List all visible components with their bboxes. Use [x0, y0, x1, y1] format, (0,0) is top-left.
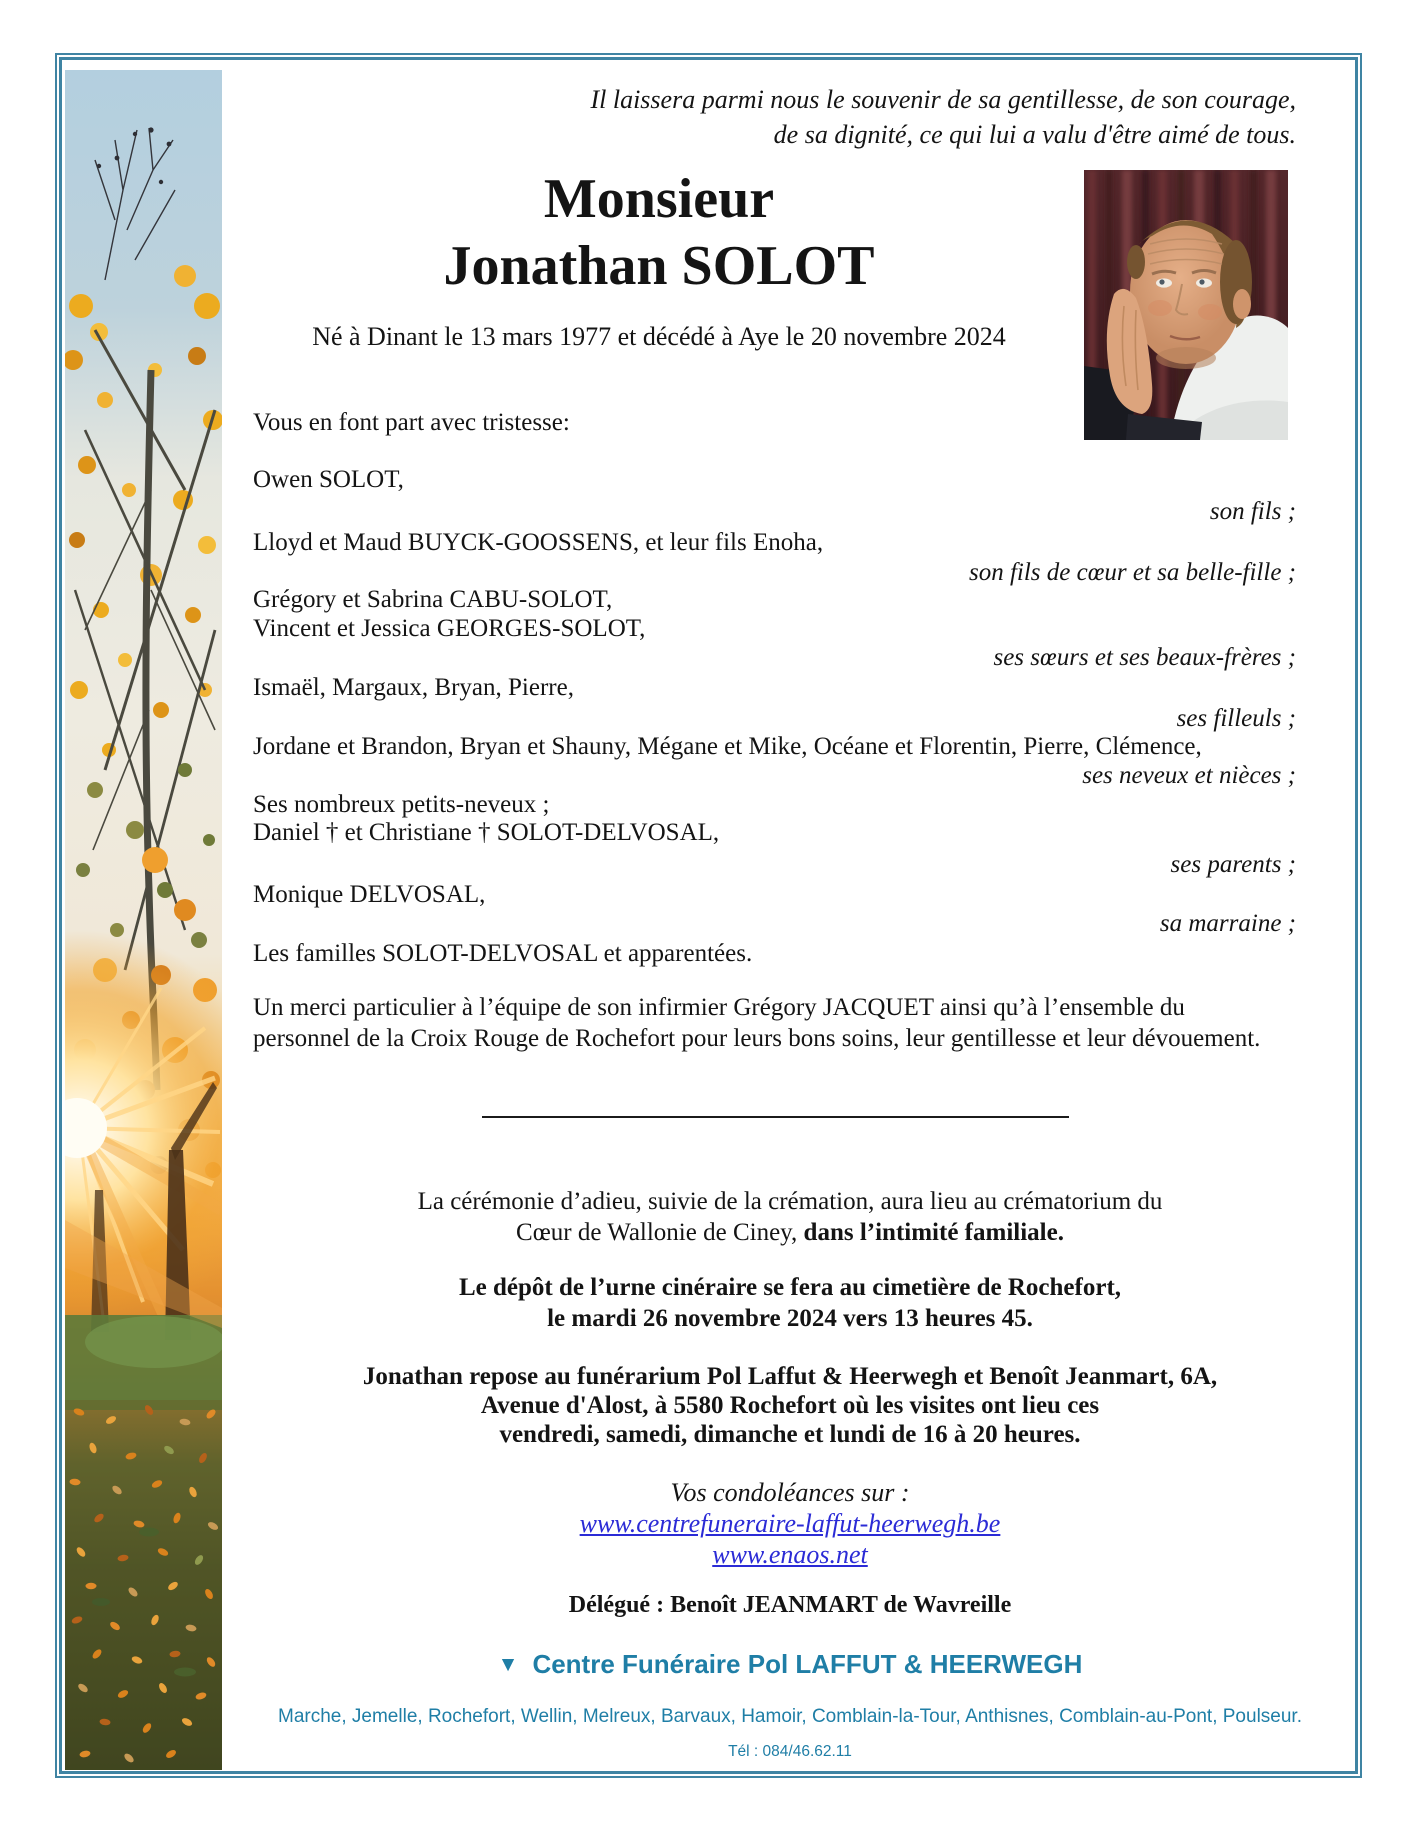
phone-line: Tél : 084/46.62.11	[728, 1743, 852, 1760]
brand-name: Centre Funéraire Pol LAFFUT & HEERWEGH	[532, 1649, 1083, 1679]
relation-line: son fils ;	[1209, 498, 1296, 525]
funeral-home-brand	[284, 1649, 1296, 1680]
relation-line: ses sœurs et ses beaux-frères ;	[993, 644, 1296, 671]
epigraph-line1: Il laissera parmi nous le souvenir de sa gentillesse, de son courage,	[590, 85, 1296, 114]
family-line: Ses nombreux petits-neveux ;	[253, 791, 550, 818]
ceremony-line2-emphasis: dans l’intimité familiale.	[803, 1219, 1064, 1246]
relation-line: ses parents ;	[1170, 851, 1296, 878]
acknowledgement-line1: Un merci particulier à l’équipe de son infirmier Grégory JACQUET ainsi qu’à l’ensemble du	[253, 994, 1185, 1021]
family-line: Vincent et Jessica GEORGES-SOLOT,	[253, 615, 646, 642]
epigraph	[253, 82, 1296, 152]
ceremony-line1: La cérémonie d’adieu, suivie de la crémation, aura lieu au crématorium du	[417, 1188, 1163, 1215]
brand-triangle-icon: ▼	[497, 1653, 519, 1676]
urn-line1: Le dépôt de l’urne cinéraire se fera au cimetière de Rochefort,	[458, 1274, 1122, 1301]
repose-paragraph	[284, 1362, 1296, 1449]
relation-line: son fils de cœur et sa belle-fille ;	[968, 559, 1296, 586]
family-line: Grégory et Sabrina CABU-SOLOT,	[253, 586, 613, 613]
section-divider	[482, 1100, 1069, 1118]
ceremony-line2-start: Cœur de Wallonie de Ciney,	[516, 1219, 804, 1246]
relation-line: ses neveux et nièces ;	[1082, 762, 1296, 789]
announcement-intro: Vous en font part avec tristesse:	[253, 409, 570, 436]
leaf-carpet	[65, 1400, 222, 1770]
deceased-name: Jonathan SOLOT	[443, 235, 875, 297]
ceremony-line2	[284, 1217, 1296, 1248]
family-line: Owen SOLOT,	[253, 466, 404, 493]
relation-line: sa marraine ;	[1159, 910, 1296, 937]
family-line: Daniel † et Christiane † SOLOT-DELVOSAL,	[253, 819, 720, 846]
condolences-label: Vos condoléances sur :	[670, 1478, 910, 1507]
family-line: Ismaël, Margaux, Bryan, Pierre,	[253, 674, 574, 701]
acknowledgement	[253, 992, 1328, 1054]
acknowledgement-line2: personnel de la Croix Rouge de Rochefort pour leurs bons soins, leur gentillesse et leur dévouement.	[253, 1025, 1261, 1052]
birth-death-line: Né à Dinant le 13 mars 1977 et décédé à Aye le 20 novembre 2024	[312, 322, 1006, 351]
family-line: Monique DELVOSAL,	[253, 881, 486, 908]
portrait-photo	[1084, 170, 1288, 440]
family-line: Lloyd et Maud BUYCK-GOOSSENS, et leur fils Enoha,	[253, 529, 824, 556]
title-salutation: Monsieur	[543, 168, 775, 230]
repose-line1: Jonathan repose au funérarium Pol Laffut & Heerwegh et Benoît Jeanmart, 6A,	[362, 1363, 1218, 1390]
relation-line: ses filleuls ;	[1176, 705, 1296, 732]
condolences-link2[interactable]: www.enaos.net	[712, 1540, 868, 1569]
ceremony-paragraph	[284, 1186, 1296, 1248]
urn-line2: le mardi 26 novembre 2024 vers 13 heures 45.	[547, 1305, 1033, 1332]
autumn-photo-strip	[65, 70, 222, 1770]
repose-line2: Avenue d'Alost, à 5580 Rochefort où les visites ont lieu ces	[480, 1392, 1100, 1419]
page-title	[253, 166, 1065, 300]
condolences-link1[interactable]: www.centrefuneraire-laffut-heerwegh.be	[579, 1509, 1001, 1538]
repose-line3: vendredi, samedi, dimanche et lundi de 16 à 20 heures.	[499, 1421, 1081, 1448]
family-line: Jordane et Brandon, Bryan et Shauny, Mégane et Mike, Océane et Florentin, Pierre, Clémence,	[253, 733, 1202, 760]
epigraph-line2: de sa dignité, ce qui lui a valu d'être aimé de tous.	[773, 120, 1296, 149]
delegate-line: Délégué : Benoît JEANMART de Wavreille	[568, 1592, 1012, 1618]
condolences-link2-line	[284, 1540, 1296, 1570]
condolences-link1-line	[284, 1509, 1296, 1539]
family-line: Les familles SOLOT-DELVOSAL et apparentées.	[253, 940, 753, 967]
branch-cities: Marche, Jemelle, Rochefort, Wellin, Melreux, Barvaux, Hamoir, Comblain-la-Tour, Anthisnes, Comblain-au-Pont, Poulseur.	[278, 1706, 1302, 1727]
urn-paragraph	[284, 1272, 1296, 1334]
